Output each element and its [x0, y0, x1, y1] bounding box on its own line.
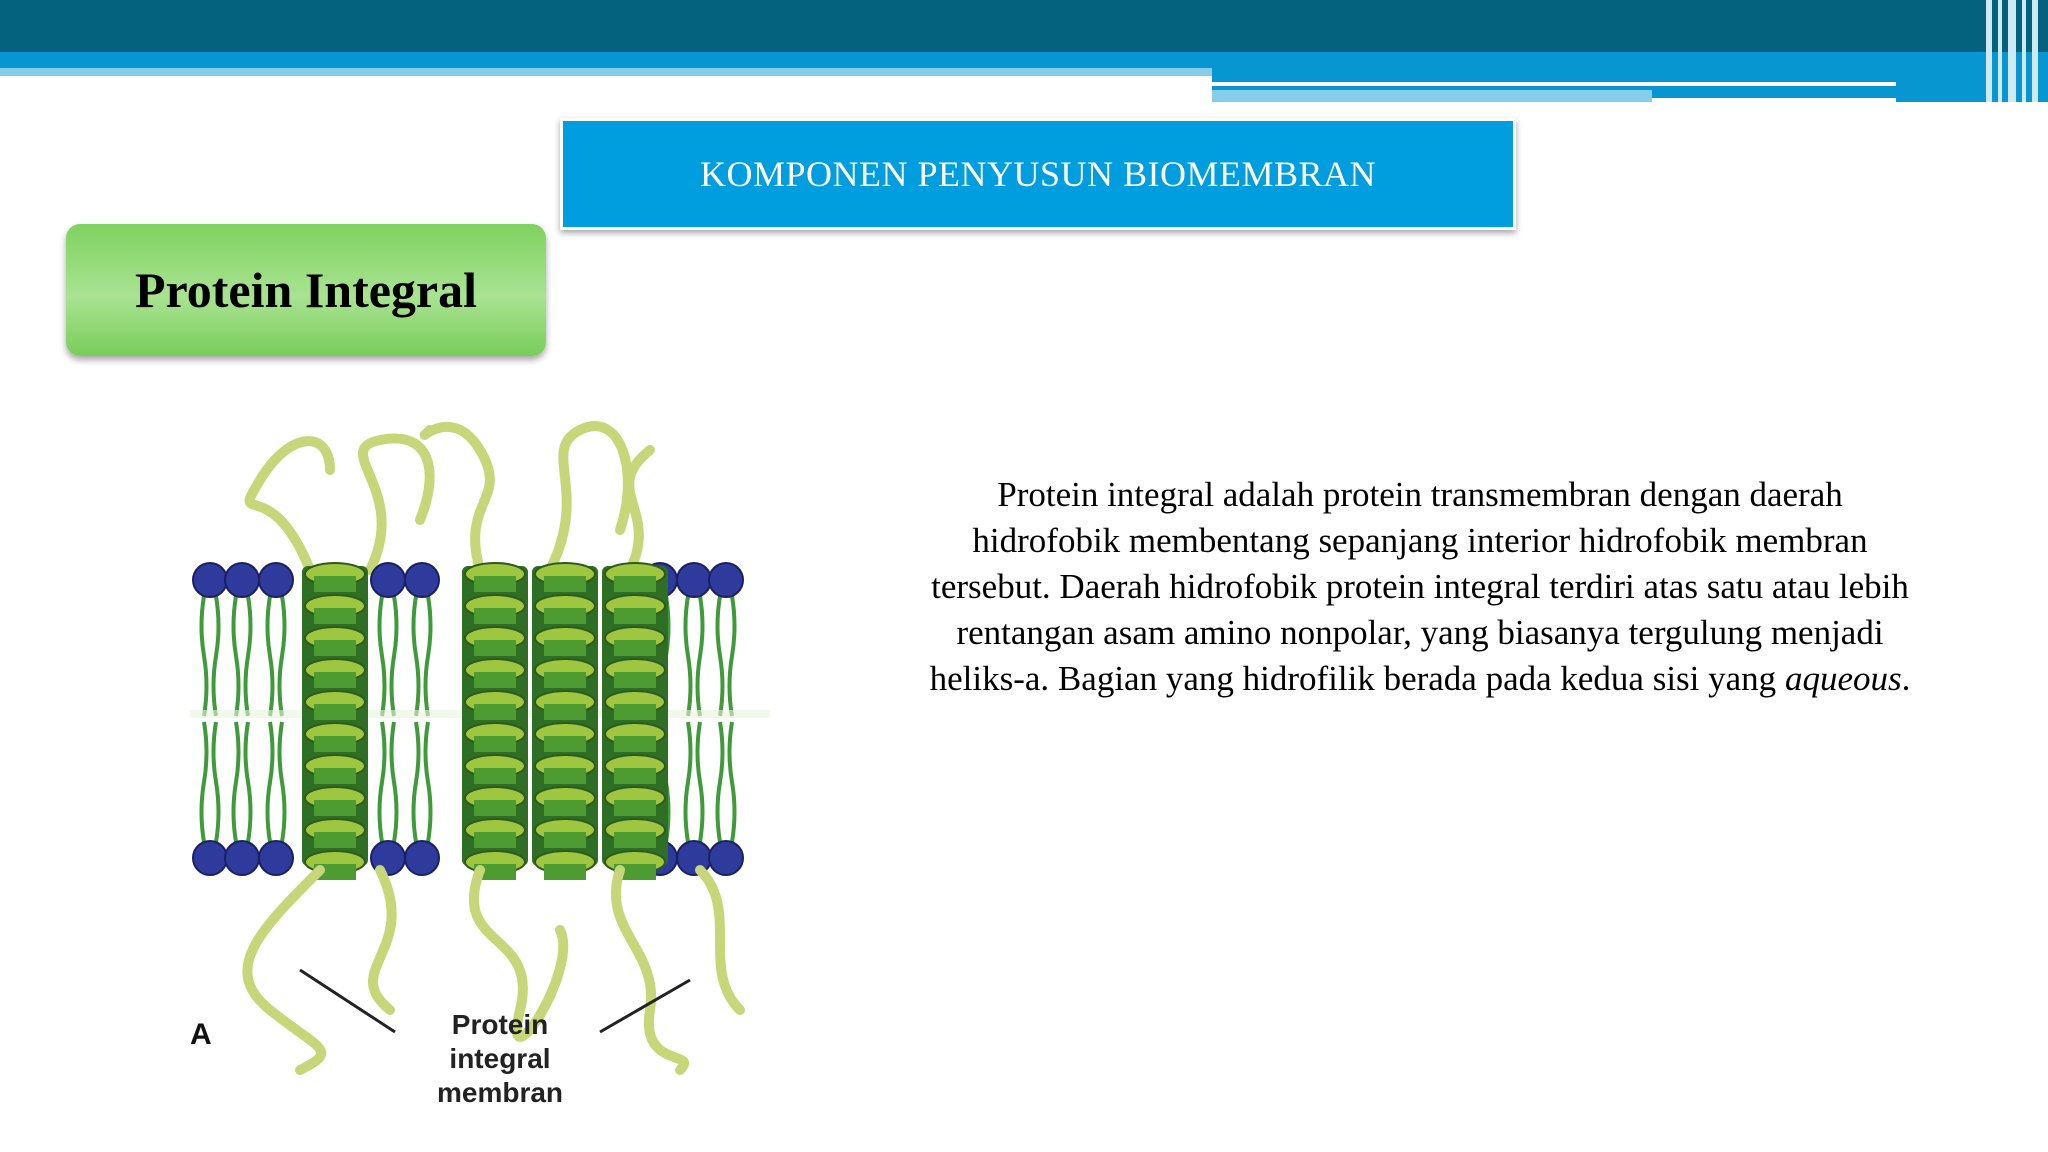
lipid-tail — [234, 722, 239, 842]
hydrophilic-loop-top — [363, 438, 430, 570]
lipid-tail — [718, 596, 723, 716]
hydrophilic-loops-top — [250, 426, 650, 570]
lipid-head — [709, 841, 743, 875]
hydrophilic-loop-top — [629, 450, 650, 570]
slide-title: KOMPONEN PENYUSUN BIOMEMBRAN — [699, 154, 1377, 194]
lipid-head — [193, 563, 227, 597]
helix-band — [544, 768, 586, 784]
header-band-blue — [0, 52, 2048, 68]
helix-band — [314, 736, 356, 752]
lipid-tail — [380, 722, 385, 842]
helix-band — [544, 608, 586, 624]
helix-band — [314, 768, 356, 784]
hydrophilic-loop-bottom — [616, 870, 684, 1070]
hydrophilic-loop-bottom — [247, 870, 321, 1070]
hydrophilic-loop-bottom — [373, 870, 392, 1010]
lipid-tail — [718, 722, 723, 842]
lipid-tail — [246, 596, 251, 716]
lipid-tail — [268, 596, 273, 716]
helix-band — [614, 640, 656, 656]
helix-band — [614, 608, 656, 624]
helix-band — [314, 672, 356, 688]
hydrophilic-loop-top — [550, 426, 628, 570]
paragraph-italic-word: aqueous — [1784, 659, 1902, 698]
section-badge-label: Protein Integral — [134, 262, 478, 318]
helix-band — [614, 672, 656, 688]
helix-band — [314, 608, 356, 624]
description-paragraph — [920, 472, 1920, 702]
transmembrane-helices — [302, 563, 668, 880]
helix-band — [544, 832, 586, 848]
lipid-tail — [202, 596, 207, 716]
lipid-tail — [414, 596, 419, 716]
lipid-tail — [426, 596, 431, 716]
lipid-tail — [686, 596, 691, 716]
helix-band — [544, 576, 586, 592]
lipid-head — [259, 841, 293, 875]
hydrophilic-loop-bottom — [700, 870, 740, 1010]
helix-band — [314, 704, 356, 720]
lipid-tail — [414, 722, 419, 842]
lipid-tail — [234, 596, 239, 716]
helix-band — [314, 800, 356, 816]
lipid-tail — [698, 722, 703, 842]
section-badge — [66, 224, 546, 356]
helix-band — [474, 576, 516, 592]
lipid-tail — [246, 722, 251, 842]
slide-title-bar — [560, 118, 1516, 230]
lipid-head — [225, 841, 259, 875]
helix-band — [314, 832, 356, 848]
lipid-tail — [730, 722, 735, 842]
header-line — [1212, 82, 1896, 86]
helix-band — [614, 768, 656, 784]
lipid-tail — [730, 596, 735, 716]
lipid-tail — [392, 596, 397, 716]
helix-band — [474, 800, 516, 816]
helix-band — [544, 800, 586, 816]
helix-band — [314, 576, 356, 592]
lipid-tail — [268, 722, 273, 842]
lipid-head — [225, 563, 259, 597]
lipid-head — [709, 563, 743, 597]
header-stripes — [1980, 0, 2048, 102]
lipid-tail — [214, 596, 219, 716]
helix-band — [614, 704, 656, 720]
helix-band — [474, 736, 516, 752]
hydrophilic-loop-top — [250, 441, 330, 570]
membrane-diagram-image — [180, 410, 840, 1100]
figure-letter: A — [190, 1018, 212, 1051]
header-band-light — [0, 68, 1212, 76]
lipid-head — [193, 841, 227, 875]
helix-band — [474, 608, 516, 624]
header-band-dark — [0, 0, 2048, 52]
helix-band — [544, 640, 586, 656]
helix-band — [474, 672, 516, 688]
lipid-head — [371, 563, 405, 597]
lipid-tail — [426, 722, 431, 842]
header-line-short — [1652, 98, 1896, 102]
helix-band — [544, 672, 586, 688]
helix-band — [614, 832, 656, 848]
lipid-tail — [280, 596, 285, 716]
paragraph-text: Protein integral adalah protein transmembran dengan daerah hidrofobik membentang sepanjang interior hidrofobik membran tersebut. Daerah hidrofobik protein integral terdiri atas satu atau lebih rentangan asam amino nonpolar, yang biasanya tergulung menjadi heliks-a. Bagian yang hidrofilik berada pada kedua sisi yang — [929, 475, 1909, 698]
hydrophilic-loop-top — [425, 427, 490, 570]
helix-band — [544, 736, 586, 752]
lipid-tail — [686, 722, 691, 842]
lipid-head — [259, 563, 293, 597]
helix-band — [614, 576, 656, 592]
helix-band — [544, 864, 586, 880]
lipid-tail — [280, 722, 285, 842]
lipid-tail — [698, 596, 703, 716]
helix-band — [474, 768, 516, 784]
membrane-protein-diagram — [180, 410, 840, 1108]
helix-band — [474, 832, 516, 848]
lipid-head — [405, 841, 439, 875]
helix-band — [474, 640, 516, 656]
lipid-tail — [214, 722, 219, 842]
paragraph-end: . — [1901, 659, 1911, 698]
lipid-head — [405, 563, 439, 597]
helix-band — [544, 704, 586, 720]
helix-band — [614, 736, 656, 752]
lipid-tail — [380, 596, 385, 716]
lipid-head — [677, 563, 711, 597]
helix-band — [314, 640, 356, 656]
lipid-tail — [392, 722, 397, 842]
helix-band — [474, 704, 516, 720]
helix-band — [614, 800, 656, 816]
figure-caption: Protein integral membran — [436, 1009, 564, 1108]
lipid-tail — [202, 722, 207, 842]
header-band-step-light — [1212, 90, 1652, 102]
